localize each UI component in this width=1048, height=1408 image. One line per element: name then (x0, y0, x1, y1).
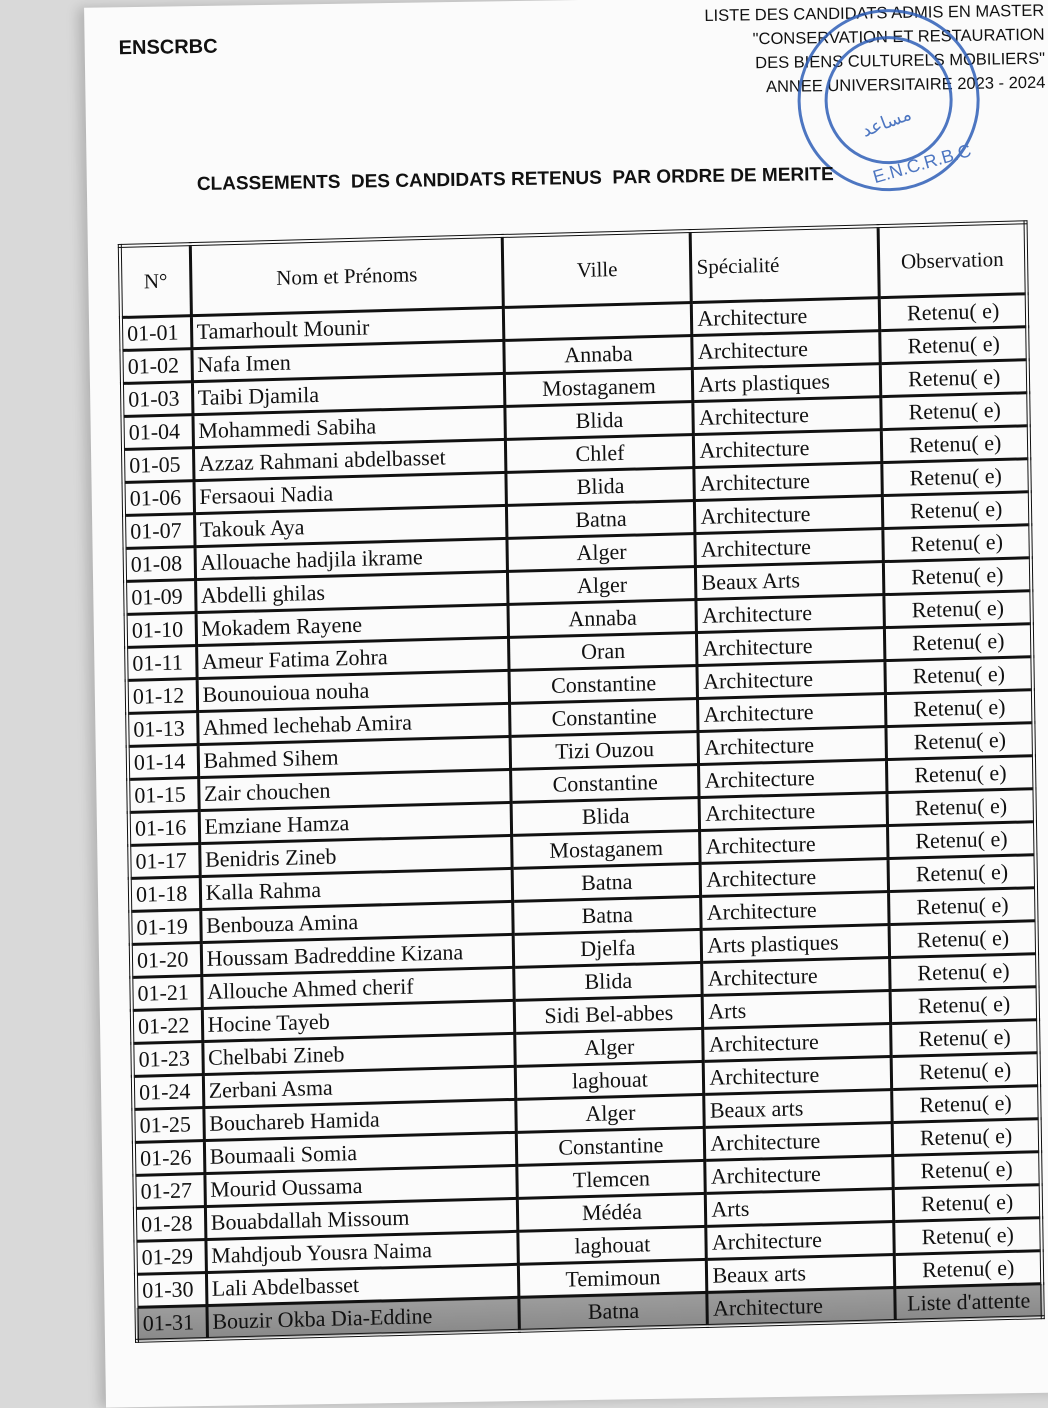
stamp-signature: مساعد (858, 103, 915, 141)
cell-specialty: Architecture (699, 760, 888, 798)
cell-observation: Retenu( e) (892, 1053, 1040, 1090)
cell-number: 01-30 (136, 1273, 207, 1308)
cell-specialty: Architecture (694, 430, 883, 468)
cell-number: 01-02 (121, 349, 192, 384)
cell-specialty: Architecture (705, 1156, 894, 1194)
cell-specialty: Architecture (699, 793, 888, 831)
cell-name: Bouabdallah Missoum (205, 1198, 518, 1239)
cell-observation: Retenu( e) (882, 426, 1030, 463)
list-heading-line: "CONSERVATION ET RESTAURATION (752, 25, 1045, 49)
header-specialty: Spécialité (691, 226, 880, 302)
header-name: Nom et Prénoms (190, 236, 504, 316)
cell-specialty: Architecture (695, 529, 884, 567)
cell-specialty: Arts plastiques (702, 925, 891, 963)
cell-city: Mostaganem (512, 830, 701, 868)
cell-city: Blida (505, 402, 694, 440)
cell-name: Azzaz Rahmani abdelbasset (193, 439, 506, 480)
cell-city: Constantine (510, 698, 699, 736)
cell-city: Oran (509, 632, 698, 670)
cell-number: 01-20 (131, 943, 202, 978)
cell-name: Benbouza Amina (200, 901, 513, 942)
cell-name: Tamarhoult Mounir (191, 307, 504, 348)
cell-name: Bounouioua nouha (197, 670, 510, 711)
cell-number: 01-21 (131, 976, 202, 1011)
cell-city: Blida (506, 468, 695, 506)
cell-name: Bouchareb Hamida (203, 1099, 516, 1140)
list-heading-line: DES BIENS CULTURELS MOBILIERS" (755, 49, 1046, 73)
cell-specialty: Architecture (706, 1221, 895, 1259)
cell-city: Tlemcen (517, 1160, 706, 1198)
cell-observation: Retenu( e) (888, 855, 1036, 892)
cell-observation: Retenu( e) (895, 1251, 1043, 1288)
cell-name: Hocine Tayeb (202, 1000, 515, 1041)
cell-specialty: Architecture (698, 694, 887, 732)
cell-number: 01-11 (126, 646, 197, 681)
cell-observation: Retenu( e) (893, 1152, 1041, 1189)
cell-number: 01-27 (134, 1174, 205, 1209)
cell-number: 01-08 (125, 547, 196, 582)
cell-number: 01-25 (133, 1108, 204, 1143)
header-number: N° (120, 244, 191, 317)
cell-observation: Retenu( e) (886, 723, 1034, 760)
cell-number: 01-17 (129, 844, 200, 879)
cell-observation: Retenu( e) (881, 393, 1029, 430)
cell-specialty: Architecture (705, 1123, 894, 1161)
page-title: CLASSEMENTS DES CANDIDATS RETENUS PAR ORDRE DE MERITE (196, 164, 834, 196)
cell-city: Alger (508, 567, 697, 605)
cell-name: Lali Abdelbasset (206, 1264, 519, 1305)
document-page (84, 0, 1048, 1408)
cell-city: Batna (507, 501, 696, 539)
cell-city: Alger (507, 534, 696, 572)
cell-name: Ameur Fatima Zohra (196, 637, 509, 678)
cell-name: Emziane Hamza (199, 802, 512, 843)
cell-specialty: Architecture (698, 727, 887, 765)
cell-number: 01-10 (126, 613, 197, 648)
cell-number: 01-09 (125, 580, 196, 615)
cell-city: laghouat (516, 1061, 705, 1099)
cell-city: Djelfa (514, 929, 703, 967)
cell-specialty: Arts plastiques (693, 364, 882, 402)
cell-specialty: Architecture (704, 1057, 893, 1095)
cell-number: 01-26 (134, 1141, 205, 1176)
cell-specialty: Architecture (694, 463, 883, 501)
cell-specialty: Beaux Arts (696, 562, 885, 600)
cell-number: 01-14 (128, 745, 199, 780)
header-observation: Observation (879, 222, 1027, 297)
cell-name: Allouache hadjila ikrame (195, 538, 508, 579)
cell-city: Tizi Ouzou (510, 731, 699, 769)
institution-name: ENSCRBC (118, 35, 218, 60)
cell-observation: Retenu( e) (890, 954, 1038, 991)
cell-city: Annaba (508, 599, 697, 637)
cell-specialty: Architecture (707, 1287, 896, 1325)
cell-number: 01-28 (135, 1207, 206, 1242)
cell-specialty: Beaux arts (707, 1254, 896, 1292)
cell-observation: Retenu( e) (884, 558, 1032, 595)
cell-number: 01-06 (124, 481, 195, 516)
cell-city: Constantine (517, 1127, 706, 1165)
cell-city: Alger (515, 1028, 704, 1066)
cell-number: 01-22 (132, 1009, 203, 1044)
list-heading (704, 0, 1045, 100)
cell-observation: Retenu( e) (891, 987, 1039, 1024)
cell-specialty: Architecture (697, 661, 886, 699)
cell-number: 01-15 (128, 778, 199, 813)
cell-name: Zerbani Asma (203, 1066, 516, 1107)
cell-specialty: Architecture (700, 826, 889, 864)
cell-name: Ahmed lechehab Amira (197, 703, 510, 744)
cell-number: 01-23 (132, 1042, 203, 1077)
cell-name: Fersaoui Nadia (194, 472, 507, 513)
cell-city: Batna (512, 863, 701, 901)
cell-observation: Retenu( e) (884, 591, 1032, 628)
cell-observation: Retenu( e) (885, 624, 1033, 661)
cell-name: Abdelli ghilas (195, 571, 508, 612)
cell-observation: Liste d'attente (895, 1284, 1043, 1321)
cell-observation: Retenu( e) (894, 1185, 1042, 1222)
header-city: Ville (503, 231, 692, 307)
cell-city: Sidi Bel-abbes (515, 995, 704, 1033)
cell-number: 01-04 (122, 415, 193, 450)
cell-observation: Retenu( e) (881, 360, 1029, 397)
cell-number: 01-03 (122, 382, 193, 417)
cell-name: Mourid Oussama (205, 1165, 518, 1206)
cell-city: Chlef (506, 435, 695, 473)
cell-observation: Retenu( e) (880, 294, 1028, 331)
cell-name: Benidris Zineb (199, 835, 512, 876)
list-heading-line: ANNEE UNIVERSITAIRE 2023 - 2024 (765, 73, 1046, 97)
cell-name: Boumaali Somia (204, 1132, 517, 1173)
cell-specialty: Architecture (692, 331, 881, 369)
cell-city: Blida (511, 797, 700, 835)
cell-number: 01-19 (130, 910, 201, 945)
cell-observation: Retenu( e) (892, 1086, 1040, 1123)
cell-name: Mokadem Rayene (196, 604, 509, 645)
cell-number: 01-29 (135, 1240, 206, 1275)
cell-city: Blida (514, 962, 703, 1000)
cell-name: Zair chouchen (198, 769, 511, 810)
cell-city: Mostaganem (505, 369, 694, 407)
cell-observation: Retenu( e) (886, 690, 1034, 727)
cell-specialty: Arts (706, 1189, 895, 1227)
cell-name: Allouche Ahmed cherif (201, 967, 514, 1008)
cell-name: Chelbabi Zineb (202, 1033, 515, 1074)
cell-city: Batna (513, 896, 702, 934)
cell-observation: Retenu( e) (888, 822, 1036, 859)
cell-specialty: Architecture (692, 298, 881, 336)
cell-observation: Retenu( e) (893, 1119, 1041, 1156)
cell-specialty: Architecture (703, 1024, 892, 1062)
cell-number: 01-16 (129, 811, 200, 846)
cell-city: Alger (516, 1094, 705, 1132)
cell-name: Mohammedi Sabiha (193, 406, 506, 447)
cell-name: Bahmed Sihem (198, 736, 511, 777)
cell-observation: Retenu( e) (885, 657, 1033, 694)
cell-number: 01-07 (124, 514, 195, 549)
ranking-table (118, 220, 1045, 1343)
cell-number: 01-12 (127, 679, 198, 714)
cell-city: Batna (519, 1292, 708, 1330)
stamp-text: E.N.C.R.B.C (870, 140, 974, 188)
cell-specialty: Architecture (700, 859, 889, 897)
cell-name: Nafa Imen (192, 340, 505, 381)
cell-observation: Retenu( e) (882, 459, 1030, 496)
cell-number: 01-18 (130, 877, 201, 912)
cell-name: Bouzir Okba Dia-Eddine (207, 1297, 520, 1339)
list-heading-line: LISTE DES CANDIDATS ADMIS EN MASTER (704, 1, 1045, 26)
cell-number: 01-01 (121, 316, 192, 351)
cell-name: Mahdjoub Yousra Naima (206, 1231, 519, 1272)
cell-number: 01-24 (133, 1075, 204, 1110)
cell-number: 01-31 (136, 1306, 207, 1341)
cell-number: 01-13 (127, 712, 198, 747)
cell-specialty: Architecture (702, 958, 891, 996)
cell-specialty: Architecture (697, 628, 886, 666)
cell-specialty: Arts (703, 991, 892, 1029)
cell-observation: Retenu( e) (891, 1020, 1039, 1057)
cell-observation: Retenu( e) (887, 789, 1035, 826)
cell-city: Médéa (518, 1193, 707, 1231)
cell-specialty: Architecture (695, 496, 884, 534)
cell-observation: Retenu( e) (883, 525, 1031, 562)
cell-observation: Retenu( e) (890, 921, 1038, 958)
cell-name: Takouk Aya (194, 505, 507, 546)
cell-observation: Retenu( e) (887, 756, 1035, 793)
cell-observation: Retenu( e) (880, 327, 1028, 364)
cell-specialty: Architecture (693, 397, 882, 435)
cell-city: Temimoun (519, 1259, 708, 1297)
cell-city: laghouat (518, 1226, 707, 1264)
cell-name: Houssam Badreddine Kizana (201, 934, 514, 975)
cell-specialty: Architecture (701, 892, 890, 930)
cell-city: Constantine (511, 764, 700, 802)
cell-specialty: Beaux arts (704, 1090, 893, 1128)
cell-specialty: Architecture (696, 595, 885, 633)
cell-city: Constantine (509, 665, 698, 703)
cell-city (504, 303, 693, 341)
cell-observation: Retenu( e) (883, 492, 1031, 529)
cell-city: Annaba (504, 336, 693, 374)
cell-number: 01-05 (123, 448, 194, 483)
cell-name: Taibi Djamila (192, 373, 505, 414)
cell-name: Kalla Rahma (200, 868, 513, 909)
cell-observation: Retenu( e) (894, 1218, 1042, 1255)
cell-observation: Retenu( e) (889, 888, 1037, 925)
